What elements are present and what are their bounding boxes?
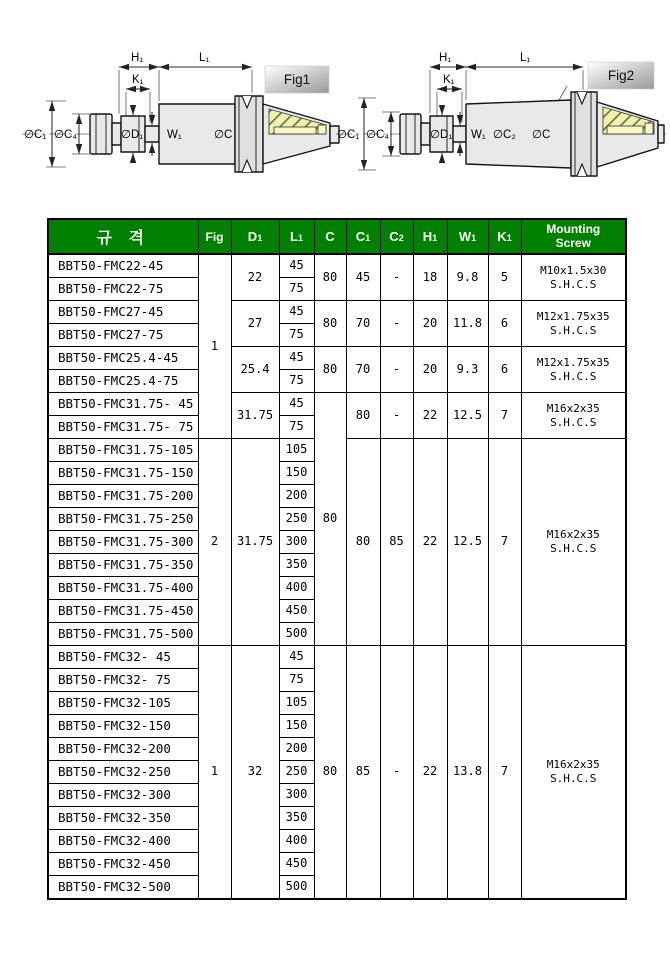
c-label: ∅C <box>214 129 233 141</box>
technical-drawings-row <box>0 0 670 218</box>
c1-cell: 70 <box>346 347 380 393</box>
l1-cell: 400 <box>279 577 314 600</box>
spec-cell: BBT50-FMC31.75-150 <box>48 462 198 485</box>
d1-cell: 31.75 <box>231 439 279 646</box>
l1-cell: 150 <box>279 462 314 485</box>
k1-cell: 6 <box>488 347 521 393</box>
spec-table <box>47 218 627 900</box>
l1-cell: 45 <box>279 301 314 324</box>
w1-label: W₁ <box>167 129 182 141</box>
screw-cell: M12x1.75x35 S.H.C.S <box>521 301 626 347</box>
k1-cell: 5 <box>488 254 521 301</box>
fig-cell: 1 <box>198 254 231 439</box>
col-header-fig: Fig <box>198 219 231 254</box>
table-header-row <box>48 219 626 254</box>
c4-label: ∅C₄ <box>366 129 390 141</box>
l1-cell: 45 <box>279 254 314 278</box>
drive-key <box>453 126 466 142</box>
c2-cell: - <box>380 646 413 900</box>
table-row <box>48 254 626 278</box>
h1-label: H₁ <box>131 52 144 64</box>
pilot-disc <box>90 114 112 154</box>
c2-cell: - <box>380 301 413 347</box>
pullstud-end <box>658 125 664 143</box>
l1-cell: 300 <box>279 784 314 807</box>
c-label: ∅C <box>532 129 551 141</box>
k1-cell: 7 <box>488 646 521 900</box>
c-cell: 80 <box>314 254 346 301</box>
l1-label: L₁ <box>520 52 531 64</box>
spec-cell: BBT50-FMC31.75-105 <box>48 439 198 462</box>
l1-cell: 250 <box>279 761 314 784</box>
fig1-tag-label: Fig1 <box>283 72 311 87</box>
c-cell: 80 <box>314 347 346 393</box>
l1-cell: 75 <box>279 324 314 347</box>
spec-cell: BBT50-FMC31.75- 45 <box>48 393 198 416</box>
col-header-c: C <box>314 219 346 254</box>
k1-label: K₁ <box>132 74 144 86</box>
spec-cell: BBT50-FMC32-105 <box>48 692 198 715</box>
c4-label: ∅C₄ <box>54 129 78 141</box>
d1-label: ∅D₁ <box>430 129 453 141</box>
spec-cell: BBT50-FMC32-200 <box>48 738 198 761</box>
l1-cell: 75 <box>279 278 314 301</box>
spec-cell: BBT50-FMC32-150 <box>48 715 198 738</box>
taper-bore-step <box>318 125 326 134</box>
spec-cell: BBT50-FMC31.75-500 <box>48 623 198 646</box>
screw-cell: M16x2x35 S.H.C.S <box>521 393 626 439</box>
spec-cell: BBT50-FMC27-75 <box>48 324 198 347</box>
d1-cell: 22 <box>231 254 279 301</box>
w1-cell: 9.3 <box>447 347 488 393</box>
table-row <box>48 393 626 416</box>
screw-cell: M16x2x35 S.H.C.S <box>521 646 626 900</box>
d1-cell: 32 <box>231 646 279 900</box>
c2-cell: - <box>380 254 413 301</box>
c1-cell: 80 <box>346 439 380 646</box>
taper-bore-step <box>645 123 653 134</box>
c-cell: 80 <box>314 393 346 646</box>
fig1-tag <box>265 66 329 93</box>
c2-label: ∅C₂ <box>493 129 516 141</box>
l1-cell: 500 <box>279 623 314 646</box>
w1-cell: 12.5 <box>447 393 488 439</box>
l1-cell: 500 <box>279 876 314 900</box>
spec-cell: BBT50-FMC31.75-450 <box>48 600 198 623</box>
l1-cell: 300 <box>279 531 314 554</box>
col-header-screw: Mounting Screw <box>521 219 626 254</box>
l1-cell: 350 <box>279 807 314 830</box>
k1-label: K₁ <box>443 74 455 86</box>
l1-cell: 450 <box>279 600 314 623</box>
l1-cell: 45 <box>279 347 314 370</box>
fig-cell: 1 <box>198 646 231 900</box>
h1-cell: 22 <box>413 439 447 646</box>
w1-cell: 9.8 <box>447 254 488 301</box>
fig2-tag <box>588 62 654 89</box>
l1-cell: 150 <box>279 715 314 738</box>
h1-label: H₁ <box>439 52 452 64</box>
col-header-k1: K1 <box>488 219 521 254</box>
spec-cell: BBT50-FMC32-300 <box>48 784 198 807</box>
c1-cell: 80 <box>346 393 380 439</box>
l1-label: L₁ <box>199 52 210 64</box>
spec-cell: BBT50-FMC32- 75 <box>48 669 198 692</box>
table-row <box>48 646 626 669</box>
h1-cell: 18 <box>413 254 447 301</box>
taper-bore-trim <box>274 127 316 134</box>
spec-cell: BBT50-FMC31.75- 75 <box>48 416 198 439</box>
pilot-neck <box>421 123 430 145</box>
col-header-d1: D1 <box>231 219 279 254</box>
l1-cell: 75 <box>279 669 314 692</box>
c2-cell: - <box>380 347 413 393</box>
spec-cell: BBT50-FMC32- 45 <box>48 646 198 669</box>
l1-cell: 75 <box>279 370 314 393</box>
c1-label: ∅C₁ <box>24 129 47 141</box>
d1-cell: 31.75 <box>231 393 279 439</box>
h1-cell: 22 <box>413 393 447 439</box>
col-header-l1: L1 <box>279 219 314 254</box>
col-header-c2: C2 <box>380 219 413 254</box>
spec-cell: BBT50-FMC32-500 <box>48 876 198 900</box>
c1-cell: 45 <box>346 254 380 301</box>
col-header-c1: C1 <box>346 219 380 254</box>
spec-cell: BBT50-FMC32-250 <box>48 761 198 784</box>
spec-cell: BBT50-FMC22-75 <box>48 278 198 301</box>
h1-cell: 20 <box>413 301 447 347</box>
d1-label: ∅D₁ <box>121 129 144 141</box>
pilot-neck <box>112 123 121 145</box>
c2-cell: - <box>380 393 413 439</box>
fig2-tag-label: Fig2 <box>607 68 635 83</box>
w1-cell: 13.8 <box>447 646 488 900</box>
k1-cell: 7 <box>488 439 521 646</box>
h1-cell: 22 <box>413 646 447 900</box>
c1-label: ∅C₁ <box>337 129 360 141</box>
spec-cell: BBT50-FMC25.4-45 <box>48 347 198 370</box>
w1-label: W₁ <box>471 129 486 141</box>
col-header-w1: W1 <box>447 219 488 254</box>
l1-cell: 45 <box>279 646 314 669</box>
c1-cell: 70 <box>346 301 380 347</box>
c1-cell: 85 <box>346 646 380 900</box>
l1-cell: 75 <box>279 416 314 439</box>
spec-cell: BBT50-FMC32-400 <box>48 830 198 853</box>
fig-cell: 2 <box>198 439 231 646</box>
fig2-drawing <box>336 22 666 202</box>
spec-cell: BBT50-FMC31.75-250 <box>48 508 198 531</box>
spec-cell: BBT50-FMC32-450 <box>48 853 198 876</box>
spec-cell: BBT50-FMC27-45 <box>48 301 198 324</box>
screw-cell: M16x2x35 S.H.C.S <box>521 439 626 646</box>
pilot-disc <box>400 114 421 154</box>
screw-cell: M10x1.5x30 S.H.C.S <box>521 254 626 301</box>
fig1-drawing <box>22 22 344 202</box>
l1-cell: 350 <box>279 554 314 577</box>
drive-key <box>145 126 159 142</box>
l1-cell: 200 <box>279 485 314 508</box>
w1-cell: 11.8 <box>447 301 488 347</box>
h1-cell: 20 <box>413 347 447 393</box>
spec-cell: BBT50-FMC32-350 <box>48 807 198 830</box>
c2-cell: 85 <box>380 439 413 646</box>
screw-cell: M12x1.75x35 S.H.C.S <box>521 347 626 393</box>
l1-cell: 105 <box>279 692 314 715</box>
spec-cell: BBT50-FMC31.75-200 <box>48 485 198 508</box>
spec-cell: BBT50-FMC31.75-400 <box>48 577 198 600</box>
l1-cell: 400 <box>279 830 314 853</box>
l1-cell: 200 <box>279 738 314 761</box>
k1-cell: 6 <box>488 301 521 347</box>
spec-cell: BBT50-FMC25.4-75 <box>48 370 198 393</box>
spec-cell: BBT50-FMC31.75-350 <box>48 554 198 577</box>
c-cell: 80 <box>314 646 346 900</box>
d1-cell: 27 <box>231 301 279 347</box>
spec-cell: BBT50-FMC31.75-300 <box>48 531 198 554</box>
table-row <box>48 301 626 324</box>
c-cell: 80 <box>314 301 346 347</box>
d1-cell: 25.4 <box>231 347 279 393</box>
spec-cell: BBT50-FMC22-45 <box>48 254 198 278</box>
w1-cell: 12.5 <box>447 439 488 646</box>
taper-bore-trim <box>607 126 643 134</box>
table-row <box>48 347 626 370</box>
l1-cell: 45 <box>279 393 314 416</box>
col-header-h1: H1 <box>413 219 447 254</box>
l1-cell: 250 <box>279 508 314 531</box>
col-header-spec: 규 격 <box>48 219 198 254</box>
l1-cell: 105 <box>279 439 314 462</box>
l1-cell: 450 <box>279 853 314 876</box>
k1-cell: 7 <box>488 393 521 439</box>
